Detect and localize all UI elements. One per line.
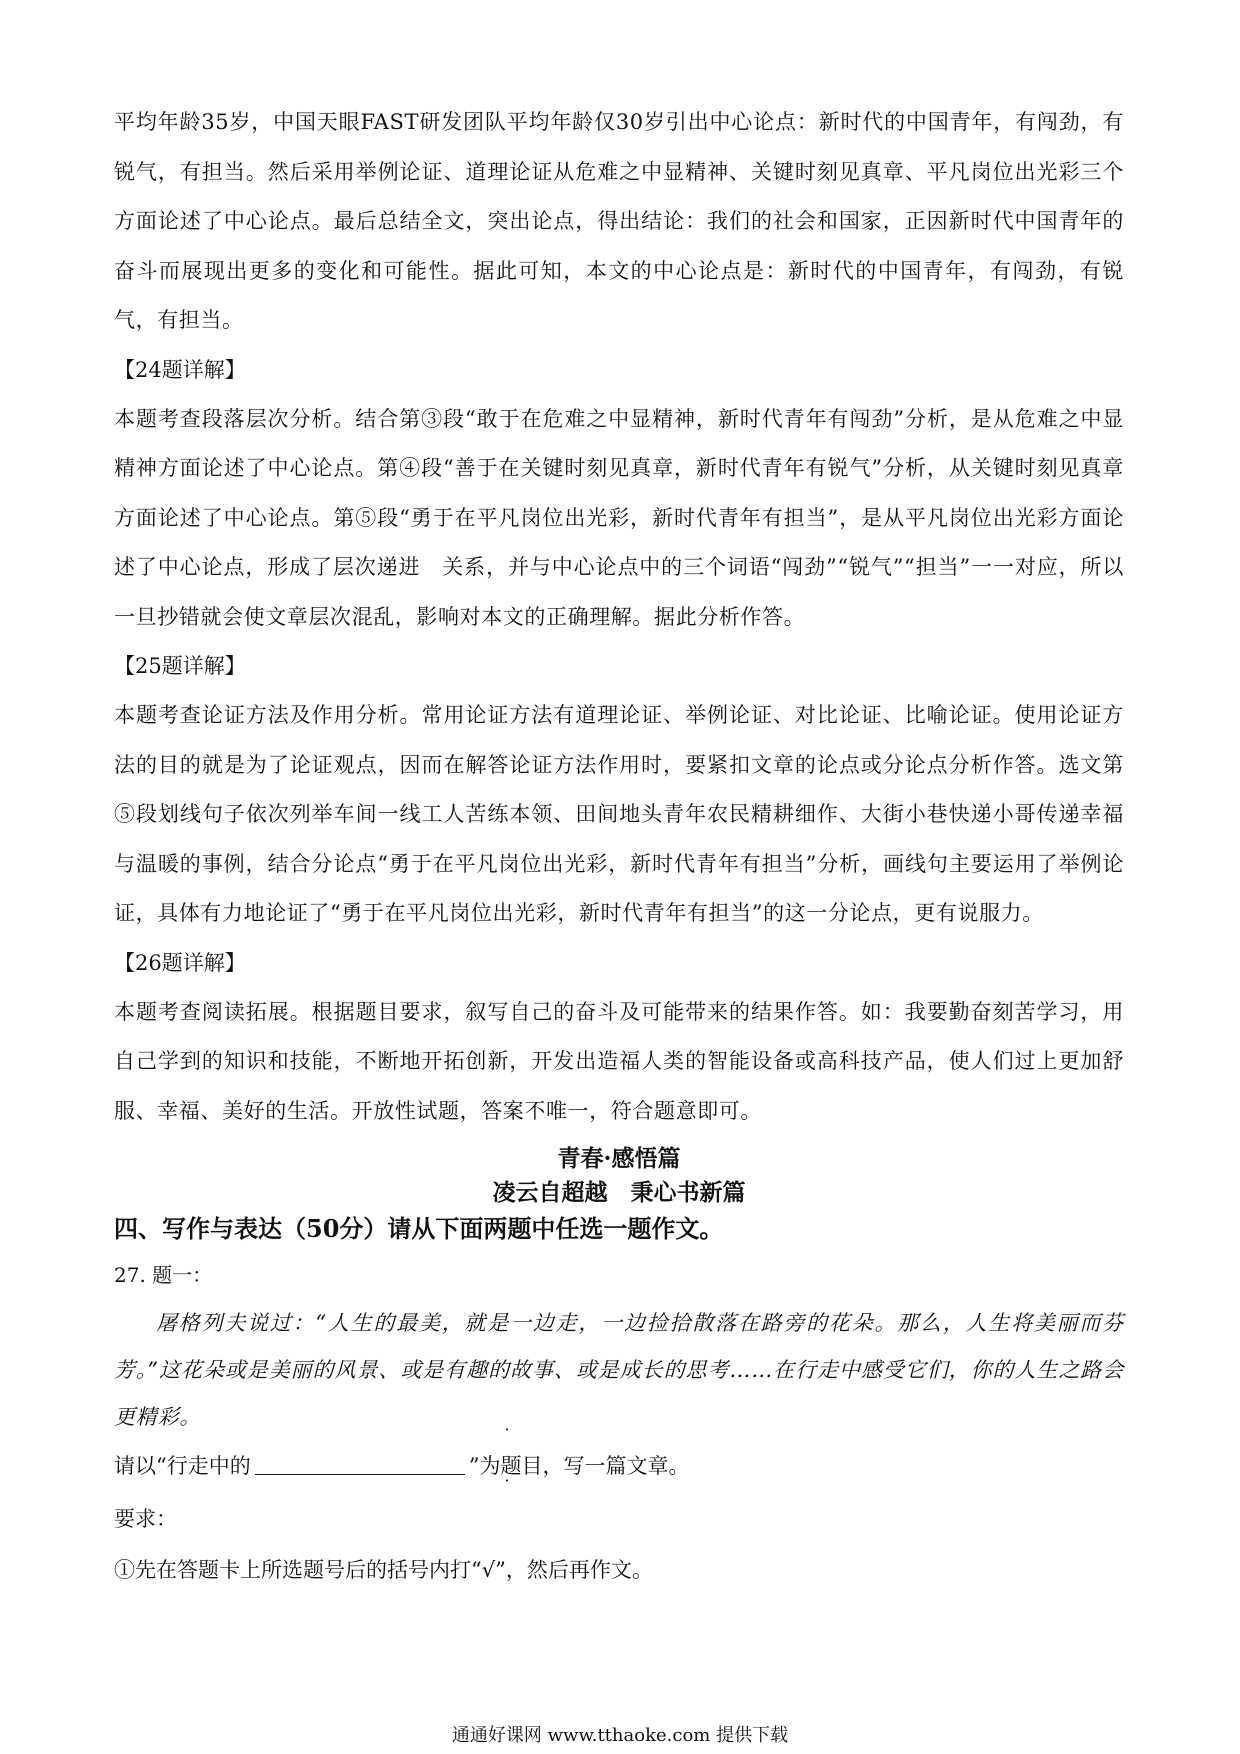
paragraph-q24: 本题考查段落层次分析。结合第③段“敢于在危难之中显精神，新时代青年有闯劲”分析，是从危难之中显精神方面论述了中心论点。第④段“善于在关键时刻见真章，新时代青年有锐气”分析，从关键时刻见真章方面论述了中心论点。第⑤段“勇于在平凡岗位出光彩，新时代青年有担当”，是从平凡岗位出光彩方面论述了中心论点，形成了层次递进 关系，并与中心论点中的三个词语“闯劲”“锐气”“担当”一一对应，所以一旦抄错就会使文章层次混乱，影响对本文的正确理解。据此分析作答。	[114, 406, 1124, 629]
instruction-middle: ”为	[468, 1454, 501, 1478]
emphasized-word: 题目 · ·	[501, 1441, 543, 1492]
paragraph-q26: 本题考查阅读拓展。根据题目要求，叙写自己的奋斗及可能带来的结果作答。如：我要勤奋刻苦学习，用自己学到的知识和技能，不断地开拓创新，开发出造福人类的智能设备或高科技产品，使人们过上更加舒服、幸福、美好的生活。开放性试题，答案不唯一，符合题意即可。	[114, 999, 1124, 1123]
part-title: 青春·感悟篇	[557, 1145, 681, 1172]
essay-title-instruction	[114, 1441, 1124, 1492]
title-blank-line	[255, 1452, 465, 1475]
page-footer: 通通好课网 www.tthaoke.com 提供下载	[451, 1725, 789, 1746]
paragraph-q25: 本题考查论证方法及作用分析。常用论证方法有道理论证、举例论证、对比论证、比喻论证。使用论证方法的目的就是为了论证观点，因而在解答论证方法作用时，要紧扣文章的论点或分论点分析作答。选文第⑤段划线句子依次列举车间一线工人苦练本领、田间地头青年农民精耕细作、大街小巷快递小哥传递幸福与温暖的事例，结合分论点“勇于在平凡岗位出光彩，新时代青年有担当”分析，画线句主要运用了举例论证，具体有力地论证了“勇于在平凡岗位出光彩，新时代青年有担当”的这一分论点，更有说服力。	[114, 703, 1124, 925]
heading-q24: 【24题详解】	[114, 357, 246, 382]
essay-prompt-quote: 屠格列夫说过：“人生的最美，就是一边走，一边捡拾散落在路旁的花朵。那么，人生将美丽而芬芳。”这花朵或是美丽的风景、或是有趣的故事、或是成长的思考……在行走中感受它们，你的人生之路会更精彩。	[114, 1311, 1124, 1429]
part-subtitle: 凌云自超越 秉心书新篇	[492, 1179, 746, 1206]
heading-q26: 【26题详解】	[114, 950, 246, 975]
page-content	[114, 98, 1124, 1596]
instruction-suffix: ，写一篇文章。	[542, 1454, 690, 1478]
paragraph-23-conclusion: 平均年龄35岁，中国天眼FAST研发团队平均年龄仅30岁引出中心论点：新时代的中国青年，有闯劲，有锐气，有担当。然后采用举例论证、道理论证从危难之中显精神、关键时刻见真章、平凡岗位出光彩三个方面论述了中心论点。最后总结全文，突出论点，得出结论：我们的社会和国家，正因新时代中国青年的奋斗而展现出更多的变化和可能性。据此可知，本文的中心论点是：新时代的中国青年，有闯劲，有锐气，有担当。	[114, 110, 1124, 332]
instruction-prefix: 请以“行走中的	[114, 1454, 251, 1478]
heading-q25: 【25题详解】	[114, 654, 246, 678]
requirement-1: ①先在答题卡上所选题号后的括号内打“√”，然后再作文。	[114, 1558, 653, 1582]
requirements-label: 要求：	[114, 1507, 177, 1531]
question-27-label: 27. 题一：	[114, 1263, 213, 1287]
section-four-heading: 四、写作与表达（50分）请从下面两题中任选一题作文。	[114, 1214, 724, 1243]
